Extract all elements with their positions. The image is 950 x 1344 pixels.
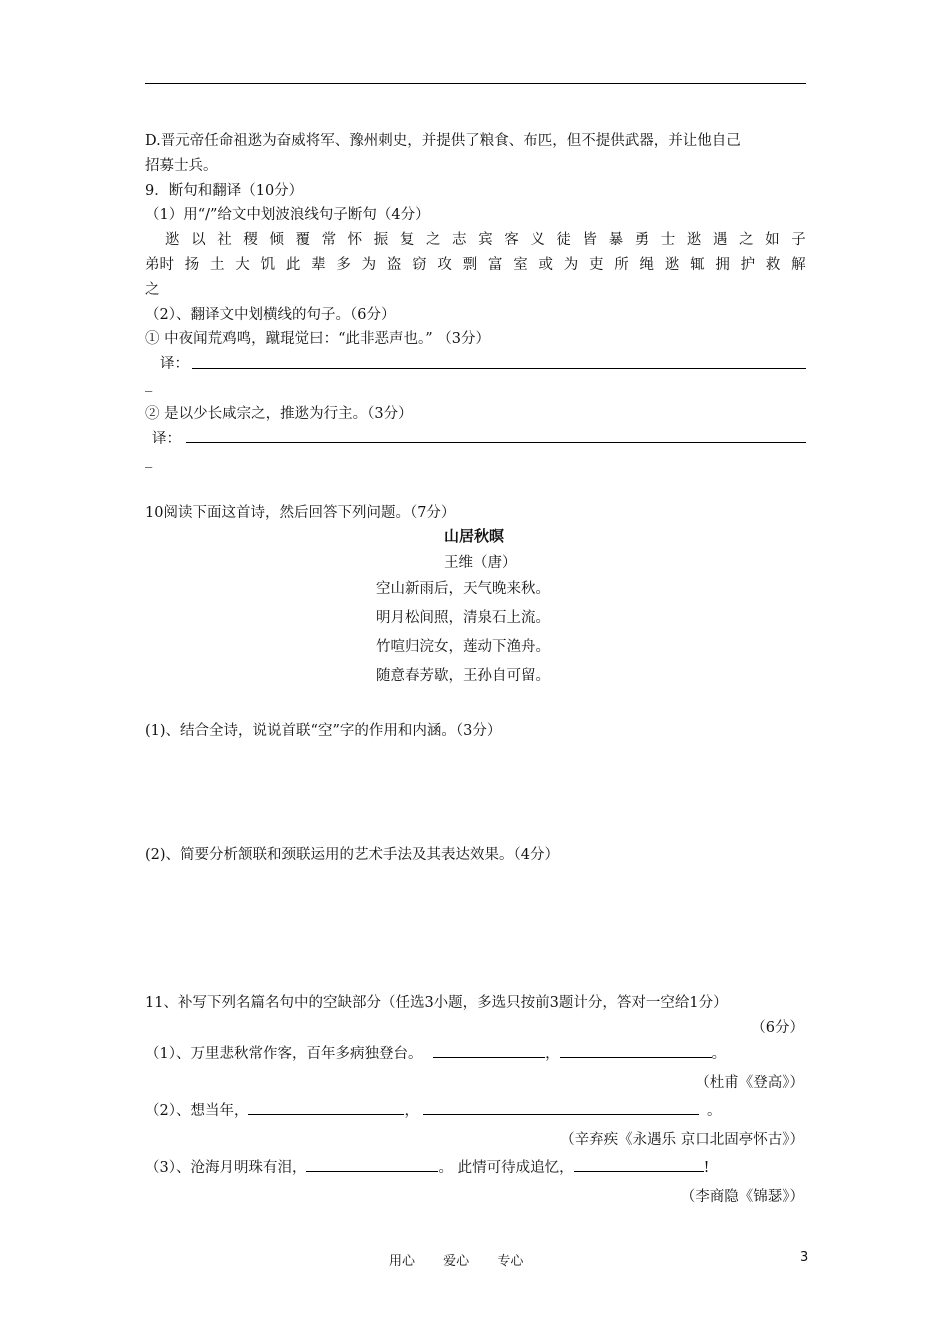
q10-subquestion-2: (2)、简要分析颔联和颈联运用的艺术手法及其表达效果。（4分） [145, 847, 560, 863]
q9-punct-char-line1: 志 [452, 232, 467, 248]
q8-option-d-line2: 招募士兵。 [145, 158, 218, 174]
q9-punct-char-line1: 常 [321, 232, 337, 248]
q9-punct-char-line2: 窃 [412, 257, 427, 273]
q9-punct-char-line2: 拥 [715, 257, 730, 273]
q9-part1-prompt: （1）用“/”给文中划波浪线句子断句（4分） [145, 207, 430, 223]
q11-item2-end: 。 [706, 1103, 722, 1119]
q11-item3-end: ! [703, 1160, 710, 1176]
q10-subquestion-1: (1)、结合全诗，说说首联“空”字的作用和内涵。（3分） [145, 723, 502, 739]
q11-item2-sep: ， [404, 1103, 419, 1119]
q10-intro: 10阅读下面这首诗，然后回答下列问题。（7分） [145, 505, 456, 521]
q9-punct-char-line1: 之 [425, 232, 441, 248]
header-rule [145, 83, 806, 84]
q11-intro: 11、补写下列名篇名句中的空缺部分（任选3小题，多选只按前3题计分，答对一空给1分） [145, 995, 728, 1011]
q9-punct-char-line2: 护 [740, 257, 756, 273]
q11-item2-source: （辛弃疾《永遇乐 京口北固亭怀古》） [560, 1132, 804, 1148]
q9-punct-char-line1: 子 [791, 232, 806, 248]
q9-punct-char-line2: 吏 [589, 257, 604, 273]
q9-punct-char-line1: 覆 [295, 232, 310, 248]
q9-punct-char-line1: 稷 [243, 232, 258, 248]
q9-punct-char-line1: 士 [660, 232, 676, 248]
q11-item1-end: 。 [711, 1046, 727, 1062]
q11-item3 [145, 1156, 709, 1177]
footer-motto-2: 爱心 [443, 1254, 470, 1269]
q11-item3-source: （李商隐《锦瑟》） [680, 1189, 804, 1205]
q9-title: 9．断句和翻译（10分） [145, 183, 304, 199]
q9-punct-char-line1: 义 [530, 232, 545, 248]
q9-translation2-tail: _ [145, 452, 153, 468]
q9-punctuation-line1 [165, 228, 806, 249]
q9-punct-char-line1: 暴 [608, 232, 624, 248]
q9-punct-char-line1: 以 [191, 232, 206, 248]
q11-score: （6分） [751, 1020, 804, 1036]
q9-punct-char-line2: 逖 [664, 257, 680, 273]
q9-sentence1: ① 中夜闻荒鸡鸣，蹴琨觉曰：“此非恶声也。” （3分） [145, 331, 491, 347]
q9-punct-char-line1: 徒 [556, 232, 571, 248]
q11-item2 [145, 1099, 721, 1120]
q9-translation1-tail: _ [145, 376, 153, 392]
q9-translation1-answer-line[interactable] [192, 368, 806, 369]
q9-punct-char-line2: 为 [361, 257, 377, 273]
q9-punct-char-line2: 饥 [260, 257, 276, 273]
q9-punct-char-line1: 宾 [478, 232, 493, 248]
poem-author: 王维（唐） [444, 555, 517, 571]
poem-line-4: 随意春芳歇，王孙自可留。 [376, 668, 550, 684]
q9-punct-char-line1: 倾 [269, 232, 284, 248]
q9-punct-char-line1: 复 [399, 232, 415, 248]
q9-punct-char-line2: 为 [563, 257, 579, 273]
q9-punct-char-line2: 所 [614, 257, 629, 273]
q9-punct-char-line2: 救 [765, 257, 781, 273]
footer-motto-1: 用心 [389, 1254, 416, 1269]
q9-punctuation-line2 [145, 253, 806, 274]
q11-item3-mid: 。 此情可待成追忆， [438, 1160, 574, 1176]
poem-line-3: 竹喧归浣女，莲动下渔舟。 [376, 639, 550, 655]
q9-punct-char-line1: 振 [373, 232, 389, 248]
q9-punct-char-line1: 勇 [634, 232, 650, 248]
q11-item1-blank2[interactable] [560, 1043, 712, 1058]
q11-item2-text: （2）、想当年， [145, 1103, 249, 1119]
poem-line-2: 明月松间照，清泉石上流。 [376, 610, 550, 626]
q9-punct-char-line1: 遇 [712, 232, 728, 248]
q11-item3-blank1[interactable] [306, 1157, 438, 1172]
q9-punct-char-line1: 逖 [686, 232, 702, 248]
q9-punct-char-line2: 室 [513, 257, 528, 273]
poem-line-1: 空山新雨后，天气晚来秋。 [376, 581, 550, 597]
q9-translation2-answer-line[interactable] [186, 442, 806, 443]
q9-punct-char-line2: 辄 [690, 257, 705, 273]
q11-item1-source: （杜甫《登高》） [695, 1075, 804, 1091]
q9-punct-char-line2: 大 [235, 257, 250, 273]
footer-motto-3: 专心 [497, 1254, 524, 1269]
q11-item1-text: （1）、万里悲秋常作客，百年多病独登台。 [145, 1046, 423, 1062]
q9-punct-char-line2: 辈 [311, 257, 326, 273]
q9-punct-char-line1: 如 [765, 232, 780, 248]
q9-punct-char-line2: 土 [210, 257, 225, 273]
q9-punct-char-line2: 解 [791, 257, 806, 273]
q11-item2-blank1[interactable] [248, 1100, 404, 1115]
q9-punct-char-line2: 或 [538, 257, 553, 273]
q9-punct-char-line2: 多 [336, 257, 351, 273]
q11-item1-sep: ， [545, 1046, 560, 1062]
q9-punct-char-line2: 扬 [184, 257, 200, 273]
q8-option-d-line1: D.晋元帝任命祖逖为奋威将军、豫州刺史，并提供了粮食、布匹，但不提供武器，并让他自己 [145, 133, 741, 149]
q9-punct-char-line1: 皆 [582, 232, 597, 248]
q9-punct-char-line2: 剽 [462, 257, 478, 273]
poem-title: 山居秋暝 [444, 527, 505, 545]
q11-item2-blank2[interactable] [423, 1100, 699, 1115]
q9-punct-char-line2: 弟时 [145, 257, 174, 273]
q9-translation2-label: 译： [152, 431, 181, 447]
q11-item3-text: （3）、沧海月明珠有泪， [145, 1160, 307, 1176]
q9-punct-char-line1: 逖 [165, 232, 180, 248]
q11-item1 [145, 1042, 726, 1063]
q9-punct-char-line2: 富 [487, 257, 503, 273]
q9-punct-char-line2: 绳 [639, 257, 655, 273]
q9-punct-char-line2: 此 [285, 257, 301, 273]
page-number: 3 [800, 1250, 809, 1265]
q9-part2-prompt: （2）、翻译文中划横线的句子。（6分） [145, 307, 396, 323]
q9-punctuation-line3: 之 [145, 282, 160, 298]
q9-punct-char-line1: 之 [739, 232, 754, 248]
q9-punct-char-line2: 攻 [437, 257, 452, 273]
q11-item3-blank2[interactable] [574, 1157, 704, 1172]
q11-item1-blank1[interactable] [433, 1043, 545, 1058]
footer-motto [389, 1250, 523, 1269]
q9-punct-char-line1: 怀 [347, 232, 363, 248]
q9-punct-char-line1: 客 [504, 232, 519, 248]
q9-punct-char-line2: 盗 [386, 257, 402, 273]
q9-translation1-label: 译： [160, 356, 189, 372]
q9-punct-char-line1: 社 [217, 232, 232, 248]
q9-sentence2: ② 是以少长咸宗之，推逖为行主。（3分） [145, 406, 413, 422]
